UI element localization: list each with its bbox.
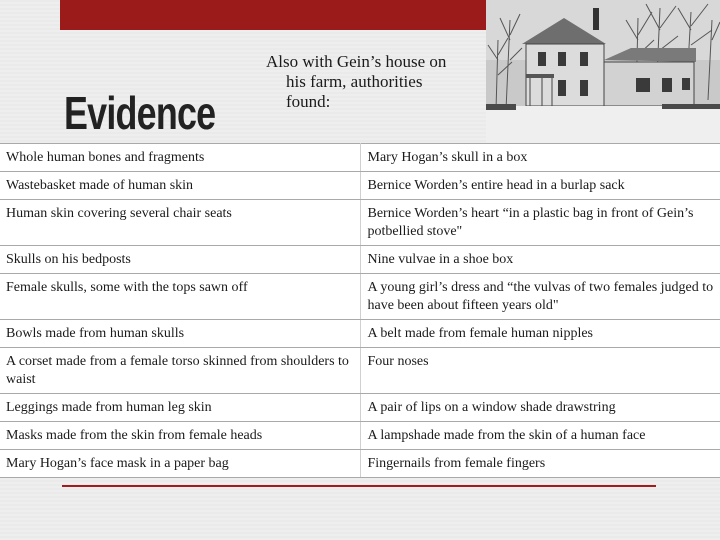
table-row <box>0 172 720 200</box>
evidence-cell-left: Wastebasket made of human skin <box>0 172 360 200</box>
evidence-cell-right: Bernice Worden’s entire head in a burlap sack <box>360 172 720 200</box>
evidence-cell-left: Leggings made from human leg skin <box>0 394 360 422</box>
evidence-cell-left: Whole human bones and fragments <box>0 144 360 172</box>
table-row <box>0 246 720 274</box>
evidence-cell-left: Female skulls, some with the tops sawn off <box>0 274 360 320</box>
evidence-cell-left: Human skin covering several chair seats <box>0 200 360 246</box>
table-row <box>0 200 720 246</box>
table-row <box>0 450 720 478</box>
evidence-cell-right: Four noses <box>360 348 720 394</box>
evidence-cell-right: Nine vulvae in a shoe box <box>360 246 720 274</box>
table-row <box>0 422 720 450</box>
slide-title: Evidence <box>64 87 216 139</box>
evidence-cell-left: Bowls made from human skulls <box>0 320 360 348</box>
intro-line-1: Also with Gein’s house on <box>266 52 447 71</box>
evidence-cell-right: Mary Hogan’s skull in a box <box>360 144 720 172</box>
table-row <box>0 144 720 172</box>
evidence-cell-right: A lampshade made from the skin of a human face <box>360 422 720 450</box>
evidence-cell-left: Skulls on his bedposts <box>0 246 360 274</box>
evidence-cell-left: A corset made from a female torso skinned from shoulders to waist <box>0 348 360 394</box>
accent-band <box>60 0 486 30</box>
evidence-table <box>0 143 720 478</box>
table-row <box>0 274 720 320</box>
evidence-cell-right: A young girl’s dress and “the vulvas of two females judged to have been about fifteen years old" <box>360 274 720 320</box>
table-row <box>0 348 720 394</box>
evidence-cell-right: A pair of lips on a window shade drawstring <box>360 394 720 422</box>
farmhouse-photo <box>486 0 720 143</box>
intro-text <box>266 52 486 112</box>
bottom-rule <box>62 485 656 487</box>
evidence-cell-right: Bernice Worden’s heart “in a plastic bag in front of Gein’s potbellied stove" <box>360 200 720 246</box>
table-row <box>0 320 720 348</box>
evidence-cell-left: Mary Hogan’s face mask in a paper bag <box>0 450 360 478</box>
intro-line-3: found: <box>286 92 331 111</box>
evidence-cell-right: A belt made from female human nipples <box>360 320 720 348</box>
evidence-cell-right: Fingernails from female fingers <box>360 450 720 478</box>
table-row <box>0 394 720 422</box>
evidence-cell-left: Masks made from the skin from female heads <box>0 422 360 450</box>
intro-line-2: his farm, authorities <box>286 72 423 91</box>
